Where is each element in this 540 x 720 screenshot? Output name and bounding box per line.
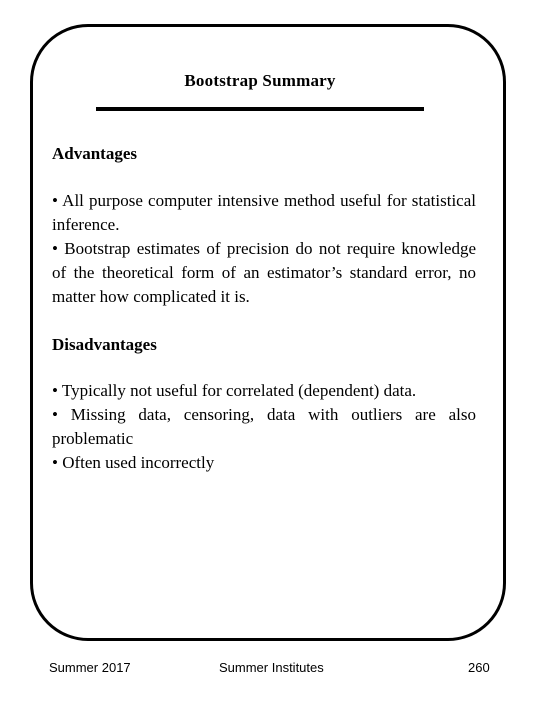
disadvantages-heading: Disadvantages (52, 335, 157, 354)
advantages-heading: Advantages (52, 144, 138, 163)
advantage-item: • All purpose computer intensive method useful for statistical inference. (52, 191, 476, 234)
slide-title: Bootstrap Summary (184, 71, 336, 90)
disadvantage-item: • Missing data, censoring, data with outliers are also problematic (52, 405, 476, 448)
disadvantages-list (52, 379, 476, 475)
advantage-item: • Bootstrap estimates of precision do not require knowledge of the theoretical form of an estimator’s standard error, no matter how complicated it is. (52, 239, 476, 306)
footer-date: Summer 2017 (49, 660, 131, 675)
footer-source: Summer Institutes (219, 660, 324, 675)
disadvantage-item: • Typically not useful for correlated (dependent) data. (52, 381, 417, 400)
page-number: 260 (468, 660, 490, 675)
disadvantage-item: • Often used incorrectly (52, 453, 215, 472)
slide-frame (30, 24, 506, 641)
advantages-list (52, 189, 476, 309)
title-underline (96, 107, 424, 111)
